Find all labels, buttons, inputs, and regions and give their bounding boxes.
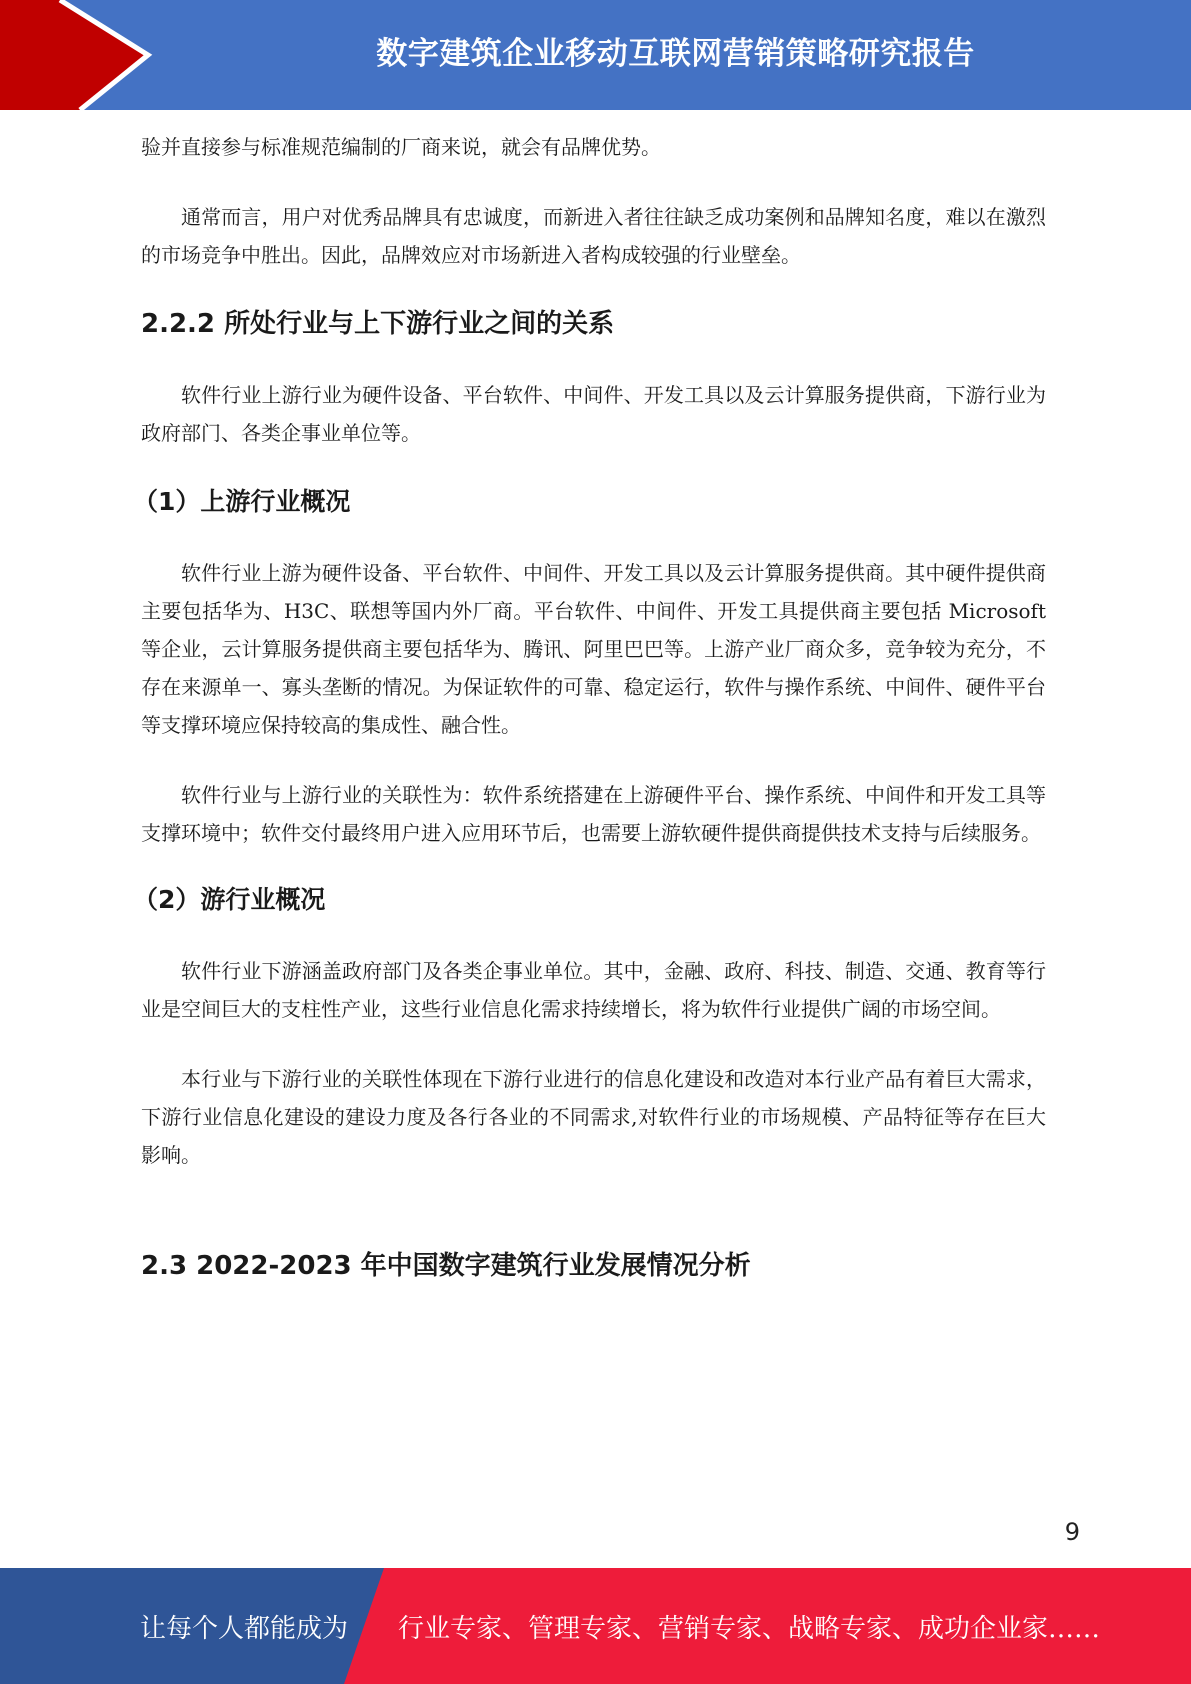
report-title: 数字建筑企业移动互联网营销策略研究报告 <box>376 35 975 72</box>
subsection-heading: （2）游行业概况 <box>133 885 326 914</box>
paragraph: 软件行业与上游行业的关联性为：软件系统搭建在上游硬件平台、操作系统、中间件和开发工具等支撑环境中；软件交付最终用户进入应用环节后，也需要上游软硬件提供商提供技术支持与后续服务。 <box>141 783 1046 845</box>
paragraph: 软件行业下游涵盖政府部门及各类企事业单位。其中，金融、政府、科技、制造、交通、教育等行业是空间巨大的支柱性产业，这些行业信息化需求持续增长，将为软件行业提供广阔的市场空间。 <box>141 959 1046 1021</box>
paragraph: 验并直接参与标准规范编制的厂商来说，就会有品牌优势。 <box>141 135 661 159</box>
section-heading: 2.3 2022-2023 年中国数字建筑行业发展情况分析 <box>141 1251 751 1281</box>
page-header <box>0 0 1191 110</box>
section-heading: 2.2.2 所处行业与上下游行业之间的关系 <box>141 309 615 339</box>
paragraph: 软件行业上游行业为硬件设备、平台软件、中间件、开发工具以及云计算服务提供商，下游行业为政府部门、各类企事业单位等。 <box>141 383 1046 445</box>
page-number: 9 <box>1064 1518 1080 1546</box>
footer-slogan-right: 行业专家、管理专家、营销专家、战略专家、成功企业家…… <box>398 1613 1101 1644</box>
subsection-heading: （1）上游行业概况 <box>133 487 351 516</box>
paragraph: 本行业与下游行业的关联性体现在下游行业进行的信息化建设和改造对本行业产品有着巨大需求，下游行业信息化建设的建设力度及各行各业的不同需求,对软件行业的市场规模、产品特征等存在巨大影响。 <box>141 1067 1046 1167</box>
page-content <box>133 128 1046 1286</box>
footer-slogan-left: 让每个人都能成为 <box>140 1613 349 1644</box>
page-footer <box>0 1568 1191 1684</box>
paragraph: 软件行业上游为硬件设备、平台软件、中间件、开发工具以及云计算服务提供商。其中硬件提供商主要包括华为、H3C、联想等国内外厂商。平台软件、中间件、开发工具提供商主要包括 Microsoft 等企业，云计算服务提供商主要包括华为、腾讯、阿里巴巴等。上游产业厂商众多，竞争较为充分，不存在来源单一、寡头垄断的情况。为保证软件的可靠、稳定运行，软件与操作系统、中间件、硬件平台等支撑环境应保持较高的集成性、融合性。 <box>141 561 1046 737</box>
paragraph: 通常而言，用户对优秀品牌具有忠诚度，而新进入者往往缺乏成功案例和品牌知名度，难以在激烈的市场竞争中胜出。因此，品牌效应对市场新进入者构成较强的行业壁垒。 <box>141 205 1046 267</box>
